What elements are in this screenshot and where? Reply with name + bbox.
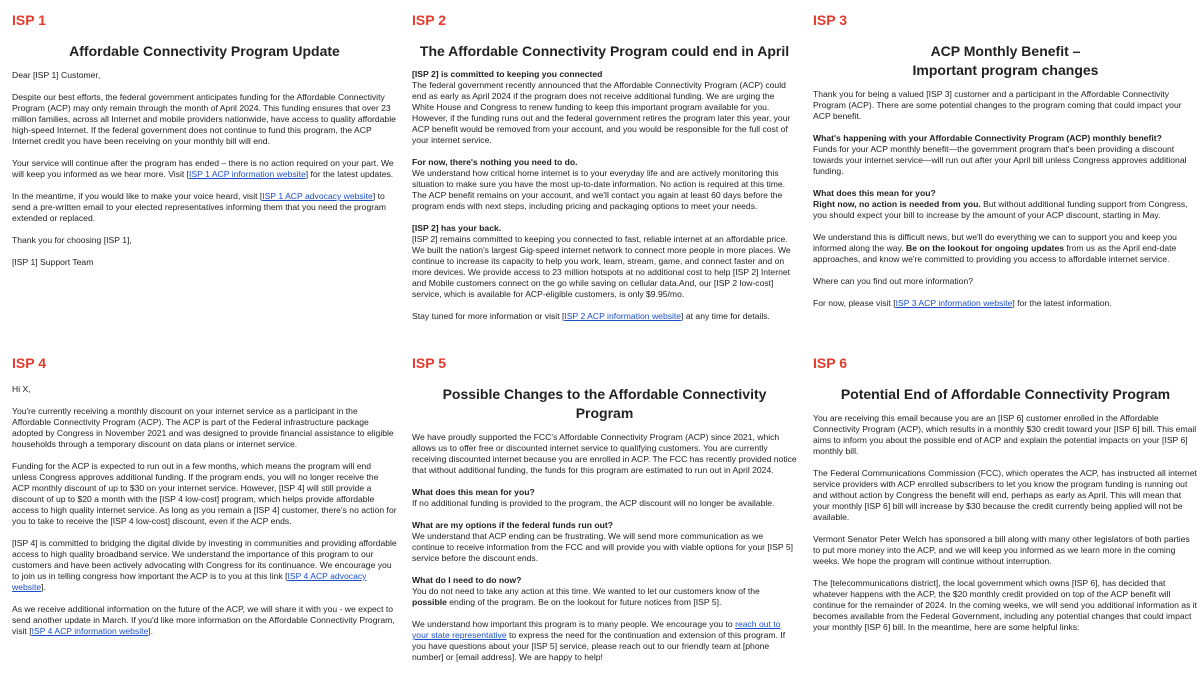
paragraph: Funds for your ACP monthly benefit—the government program that's been providing a discount towards your internet service—will run out after your April bill unless Congress approves additional funding. (813, 144, 1187, 176)
acp-information-link[interactable]: ISP 3 ACP information website (895, 298, 1013, 308)
section-heading: [ISP 2] has your back. (412, 223, 502, 233)
isp-label: ISP 3 (813, 12, 847, 28)
state-representative-link[interactable]: reach out to your state representative (412, 619, 781, 640)
paragraph: We understand that ACP ending can be frustrating. We will send more communication as we continue to receive information from the FCC and will provide you with viable options for your [ISP 5] service before the discount ends. (412, 531, 794, 563)
paragraph: Your service will continue after the program has ended – there is no action required on your part. We will keep you informed as we hear more. Visit [ISP 1 ACP information website] for the latest updates. (12, 158, 394, 179)
acp-information-link[interactable]: ISP 4 ACP information website (31, 626, 149, 636)
paragraph: For now, please visit [ISP 3 ACP information website] for the latest information. (813, 298, 1112, 308)
email-title: Possible Changes to the Affordable Connectivity Program (442, 386, 767, 421)
closing: Thank you for choosing [ISP 1], (12, 235, 132, 245)
paragraph: Despite our best efforts, the federal government anticipates funding for the Affordable Connectivity Program (ACP) may only remain through the month of April 2024. This funding ensures that over 23 million families, across all Internet and mobile providers nationwide, have access to quality affordable high-speed Internet. If the federal government does not continue to fund this program, the ACP Internet credit you have been receiving on your monthly bill will end. (12, 92, 396, 146)
paragraph: Thank you for being a valued [ISP 3] customer and a participant in the Affordable Connectivity Program (ACP). There are some potential changes to the program coming that could impact your ACP benefit. (813, 89, 1182, 121)
isp-label: ISP 4 (12, 355, 46, 371)
paragraph: We understand this is difficult news, but we'll do everything we can to support you and keep you informed along the way. Be on the lookout for ongoing updates from us as the April end-date approaches, and know we're committed to providing you access to affordable internet service. (813, 232, 1177, 264)
paragraph: Right now, no action is needed from you. But without additional funding support from Congress, you should expect your bill to increase by the amount of your ACP discount, starting in May. (813, 199, 1188, 220)
isp2-panel (412, 12, 797, 342)
paragraph: You do not need to take any action at this time. We wanted to let our customers know of the possible ending of the program. Be on the lookout for future notices from [ISP 5]. (412, 586, 760, 607)
paragraph: In the meantime, if you would like to make your voice heard, visit [ISP 1 ACP advocacy website] to send a pre-written email to your elected representatives informing them that you need the program extended or replaced. (12, 191, 387, 223)
email-title: Affordable Connectivity Program Update (69, 43, 340, 59)
section-heading: [ISP 2] is committed to keeping you connected (412, 69, 603, 79)
paragraph: The [telecommunications district], the local government which owns [ISP 6], has decided that whatever happens with the ACP, the $20 monthly credit provided on top of the ACP benefit will continue for the remainder of 2024. In the coming weeks, we will send you additional information as it becomes available from the Federal Government, including any potential changes that could impact your monthly [ISP 6] bill. In the meantime, here are some helpful links: (813, 578, 1198, 632)
paragraph: Vermont Senator Peter Welch has sponsored a bill along with many other legislators of both parties to put more money into the ACP, and we will keep you informed as we learn more in the coming weeks. We hope the program will continue without interruption. (813, 534, 1190, 566)
paragraph: The Federal Communications Commission (FCC), which operates the ACP, has instructed all internet service providers with ACP enrolled subscribers to let you know the program funding is running out and without action by Congress the benefit will end, perhaps as early as April. This will mean that your monthly [ISP 6] bill will increase by $30 because the credit currently being applied will not be available. (813, 468, 1197, 522)
paragraph: You are receiving this email because you are an [ISP 6] customer enrolled in the Affordable Connectivity Program (ACP), which results in a monthly $30 credit toward your [ISP 6] bill. This email aims to inform you about the possible end of ACP and explain the potential impacts on your [ISP 6] monthly bill. (813, 413, 1197, 456)
email-title-line-1: ACP Monthly Benefit – (930, 43, 1081, 59)
paragraph: We understand how important this program is to many people. We encourage you to reach out to your state representative to express the need for the continuation and extension of this program. If you have questions about your [ISP 5] service, please reach out to our friendly team at [phone number] or [email address]. We are happy to help! (412, 619, 786, 662)
acp-information-link[interactable]: ISP 1 ACP information website (189, 169, 306, 179)
isp1-panel (12, 12, 397, 342)
paragraph: If no additional funding is provided to the program, the ACP discount will no longer be available. (412, 498, 775, 508)
section-heading: What does this mean for you? (813, 188, 936, 198)
acp-advocacy-link[interactable]: ISP 4 ACP advocacy website (12, 571, 367, 592)
greeting: Dear [ISP 1] Customer, (12, 70, 101, 80)
email-title: The Affordable Connectivity Program could end in April (419, 43, 790, 59)
email-title-line-2: Important program changes (912, 62, 1099, 78)
paragraph: Stay tuned for more information or visit [ISP 2 ACP information website] at any time for details. (412, 311, 770, 321)
isp4-panel (12, 355, 397, 685)
signature: [ISP 1] Support Team (12, 257, 94, 267)
section-heading: For now, there's nothing you need to do. (412, 157, 578, 167)
isp3-panel (813, 12, 1198, 342)
paragraph: You're currently receiving a monthly discount on your internet service as a participant in the Affordable Connectivity Program (ACP). The ACP is part of the Federal infrastructure package adopted by Congress in November 2021 and was designed to provide financial assistance to eligible households through a temporary discount on data plans or internet service. (12, 406, 394, 449)
acp-information-link[interactable]: ISP 2 ACP information website (564, 311, 682, 321)
paragraph: [ISP 4] is committed to bridging the digital divide by investing in communities and providing affordable access to high quality broadband service. We understand the importance of this program to our customers and have been actively advocating with Congress for its continuance. We encourage you to join us in telling congress how important the ACP is to you at this link [ISP 4 ACP advocacy website]. (12, 538, 397, 592)
paragraph: Funding for the ACP is expected to run out in a few months, which means the program will end unless Congress approves additional funding. If the program ends, you will no longer receive the ACP monthly discount of up to $30 on your internet service. However, [ISP 4] will still provide a discount of up to $20 a month with the [ISP 4 low-cost] program, which helps provide affordable access to high quality internet service. As long as you remain a [ISP 4] customer, there's no action for you to take to receive the [ISP 4 low-cost] discount, even if the ACP ends. (12, 461, 397, 526)
email-title: Potential End of Affordable Connectivity Program (840, 386, 1171, 402)
isp-label: ISP 6 (813, 355, 847, 371)
paragraph: We have proudly supported the FCC's Affordable Connectivity Program (ACP) since 2021, which allows us to offer free or discounted internet service to qualifying customers. You are currently receiving discounted internet because you are enrolled in ACP. The FCC has recently provided notice that without additional funding, the funds for this program are estimated to run out in April 2024. (412, 432, 797, 475)
isp-label: ISP 1 (12, 12, 46, 28)
section-heading: What are my options if the federal funds run out? (412, 520, 614, 530)
paragraph: [ISP 2] remains committed to keeping you connected to fast, reliable internet at an affordable price. We built the nation's largest Gig-speed internet network to connect more people in more places. We continue to increase its capacity to help you work, learn, stream, game, and connect faster and on more devices. We provide access to 23 million hotspots at no additional cost to help [ISP 2] Internet and Mobile customers connect on the go while saving on cellular data.And, our [ISP 2 low-cost] service, which is available for ACP-eligible customers, is only $9.95/mo. (412, 234, 791, 299)
section-heading: What do I need to do now? (412, 575, 522, 585)
paragraph: Where can you find out more information? (813, 276, 974, 286)
paragraph: We understand how critical home internet is to your everyday life and are actively monitoring this situation to make sure you have the most up-to-date information. No action is required at this time. The ACP benefit remains on your account, and we'll contact you again at least 60 days before the program ends with next steps, including pricing and packaging options to meet your needs. (412, 168, 786, 211)
isp-label: ISP 2 (412, 12, 446, 28)
isp-label: ISP 5 (412, 355, 446, 371)
isp6-panel (813, 355, 1198, 685)
acp-advocacy-link[interactable]: ISP 1 ACP advocacy website (262, 191, 373, 201)
paragraph: The federal government recently announced that the Affordable Connectivity Program (ACP) could end as early as April 2024 if the program does not receive additional funding. We are urging the White House and Congress to renew funding to keep this important program available for you. However, if the funding runs out and the federal government retires the program later this year, your ACP benefit would be removed from your account, and you would be responsible for the full cost of your internet service. (412, 80, 791, 145)
section-heading: What does this mean for you? (412, 487, 535, 497)
paragraph: As we receive additional information on the future of the ACP, we will share it with you - we expect to send another update in March. If you'd like more information on the Affordable Connectivity Program, visit [ISP 4 ACP information website]. (12, 604, 395, 636)
isp5-panel (412, 355, 797, 685)
greeting: Hi X, (12, 384, 31, 394)
section-heading: What's happening with your Affordable Connectivity Program (ACP) monthly benefit? (813, 133, 1162, 143)
